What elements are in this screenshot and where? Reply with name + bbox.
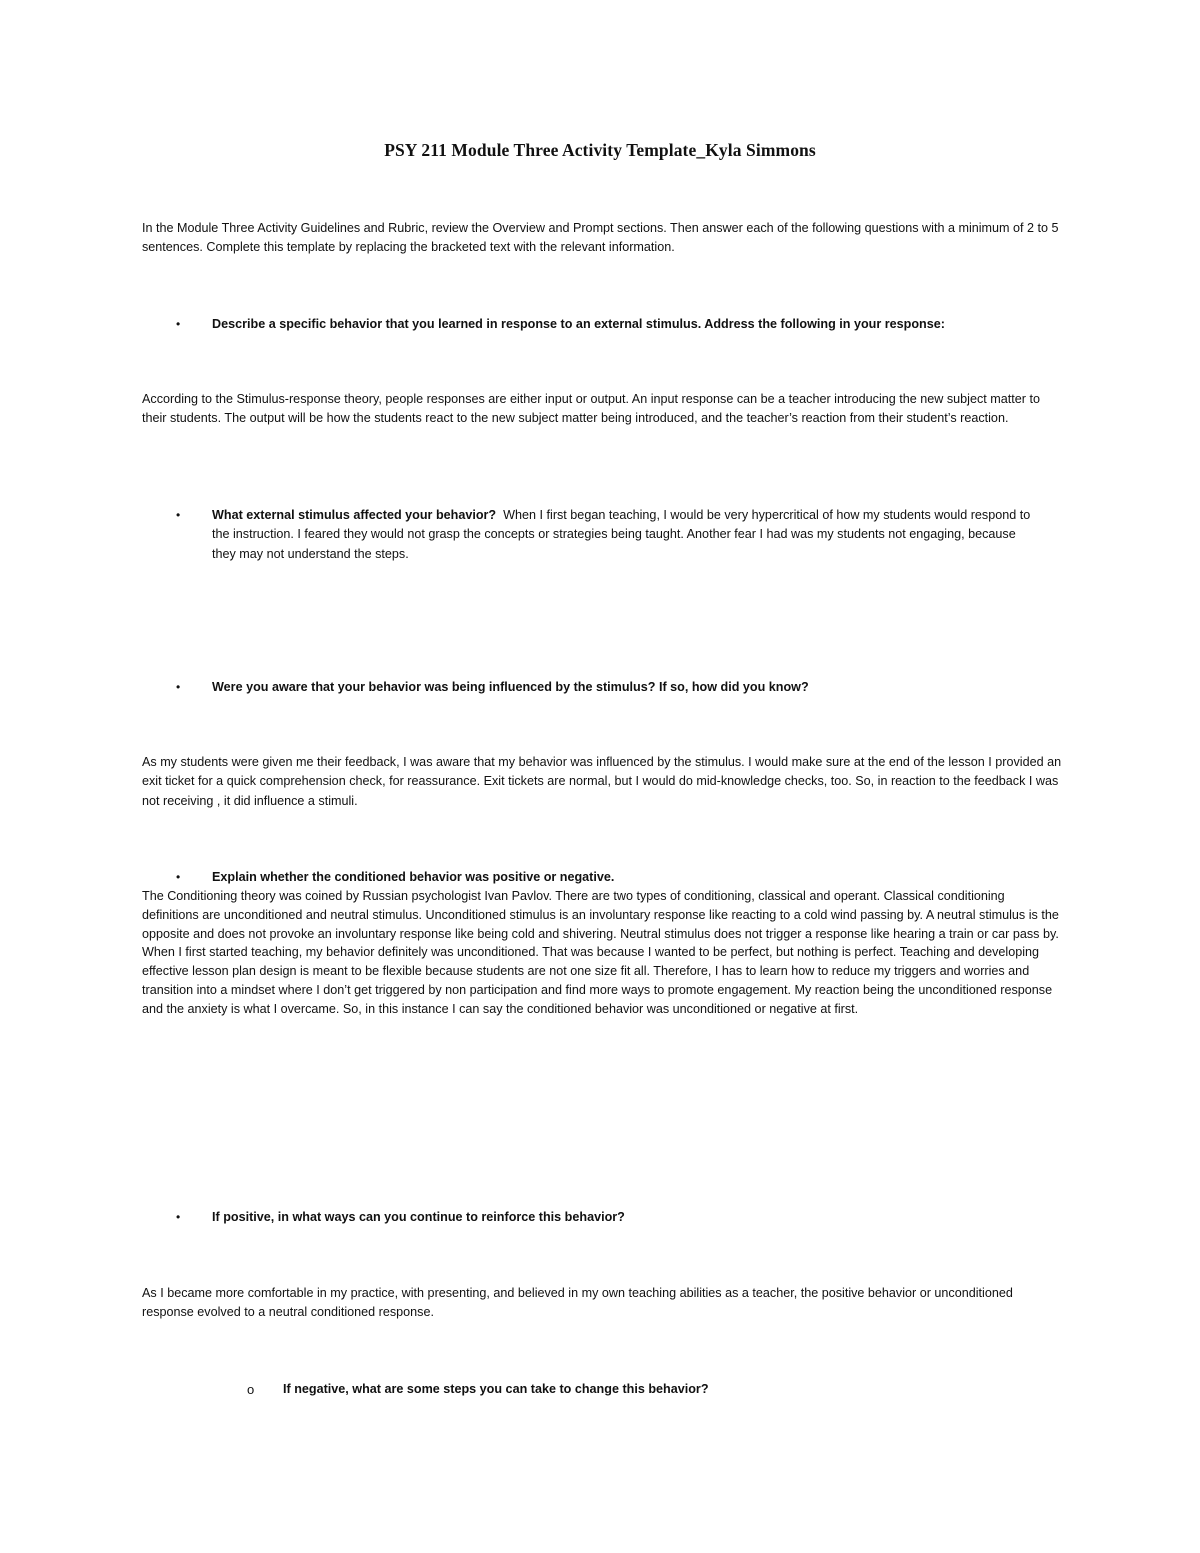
answer-3: As my students were given me their feedback, I was aware that my behavior was influenced by the stimulus. I would make sure at the end of the lesson I provided an exit ticket for a quick comprehension check, for reassurance. Exit tickets are normal, but I would do mid-knowledge checks, too. So, in reaction to the feedback I was not receiving , it did influence a stimuli. <box>142 755 1062 808</box>
question-1: Describe a specific behavior that you learned in response to an external stimulus. Address the following in your response: <box>212 317 945 331</box>
question-3: Were you aware that your behavior was being influenced by the stimulus? If so, how did you know? <box>212 680 809 694</box>
intro-paragraph: In the Module Three Activity Guidelines and Rubric, review the Overview and Prompt sections. Then answer each of the following questions with a minimum of 2 to 5 sentences. Complete this template by replacing the bracketed text with the relevant information. <box>142 221 1059 255</box>
question-5-item <box>176 1208 1072 1227</box>
bullet-icon: • <box>176 317 181 331</box>
answer-1: According to the Stimulus-response theory, people responses are either input or output. An input response can be a teacher introducing the new subject matter to their students. The output will be how the students react to the new subject matter being introduced, and the teacher’s reaction from their student’s reaction. <box>142 392 1040 426</box>
document-title: PSY 211 Module Three Activity Template_Kyla Simmons <box>384 140 816 160</box>
bullet-icon: • <box>176 680 181 694</box>
question-4: Explain whether the conditioned behavior was positive or negative. <box>212 870 615 884</box>
question-4-item <box>176 868 1072 887</box>
answer-4: The Conditioning theory was coined by Russian psychologist Ivan Pavlov. There are two types of conditioning, classical and operant. Classical conditioning definitions are unconditioned and neutral stimulus. Unconditioned stimulus is an involuntary response like reacting to a cold wind passing by. A neutral stimulus is the opposite and does not provoke an involuntary response like being cold and shivering. Neutral stimulus does not trigger a response like hearing a train or car pass by. When I first started teaching, my behavior definitely was unconditioned. That was because I wanted to be perfect, but nothing is perfect. Teaching and developing effective lesson plan design is meant to be flexible because students are not one size fit all. Therefore, I has to learn how to reduce my triggers and worries and transition into a mindset where I don’t get triggered by non participation and find more ways to promote engagement. My reaction being the unconditioned response and the anxiety is what I overcame. So, in this instance I can say the conditioned behavior was unconditioned or negative at first. <box>142 889 1059 1016</box>
question-3-item <box>176 678 1072 697</box>
question-6-item <box>247 1380 1063 1399</box>
bullet-icon: • <box>176 1210 181 1224</box>
bullet-icon: • <box>176 870 181 884</box>
question-1-item <box>176 315 1072 334</box>
answer-5: As I became more comfortable in my practice, with presenting, and believed in my own teaching abilities as a teacher, the positive behavior or unconditioned response evolved to a neutral conditioned response. <box>142 1286 1013 1320</box>
bullet-icon: • <box>176 508 181 522</box>
answer-2: When I first began teaching, I would be very hypercritical of how my students would respond to the instruction. I feared they would not grasp the concepts or strategies being taught. Another fear I had was my students not engaging, because they may not understand the steps. <box>212 508 1031 561</box>
question-5: If positive, in what ways can you continue to reinforce this behavior? <box>212 1210 625 1224</box>
question-6: If negative, what are some steps you can take to change this behavior? <box>283 1382 709 1396</box>
sub-bullet-icon: o <box>247 1382 255 1397</box>
question-2-item <box>176 506 1038 564</box>
question-2: What external stimulus affected your behavior? <box>212 508 497 522</box>
